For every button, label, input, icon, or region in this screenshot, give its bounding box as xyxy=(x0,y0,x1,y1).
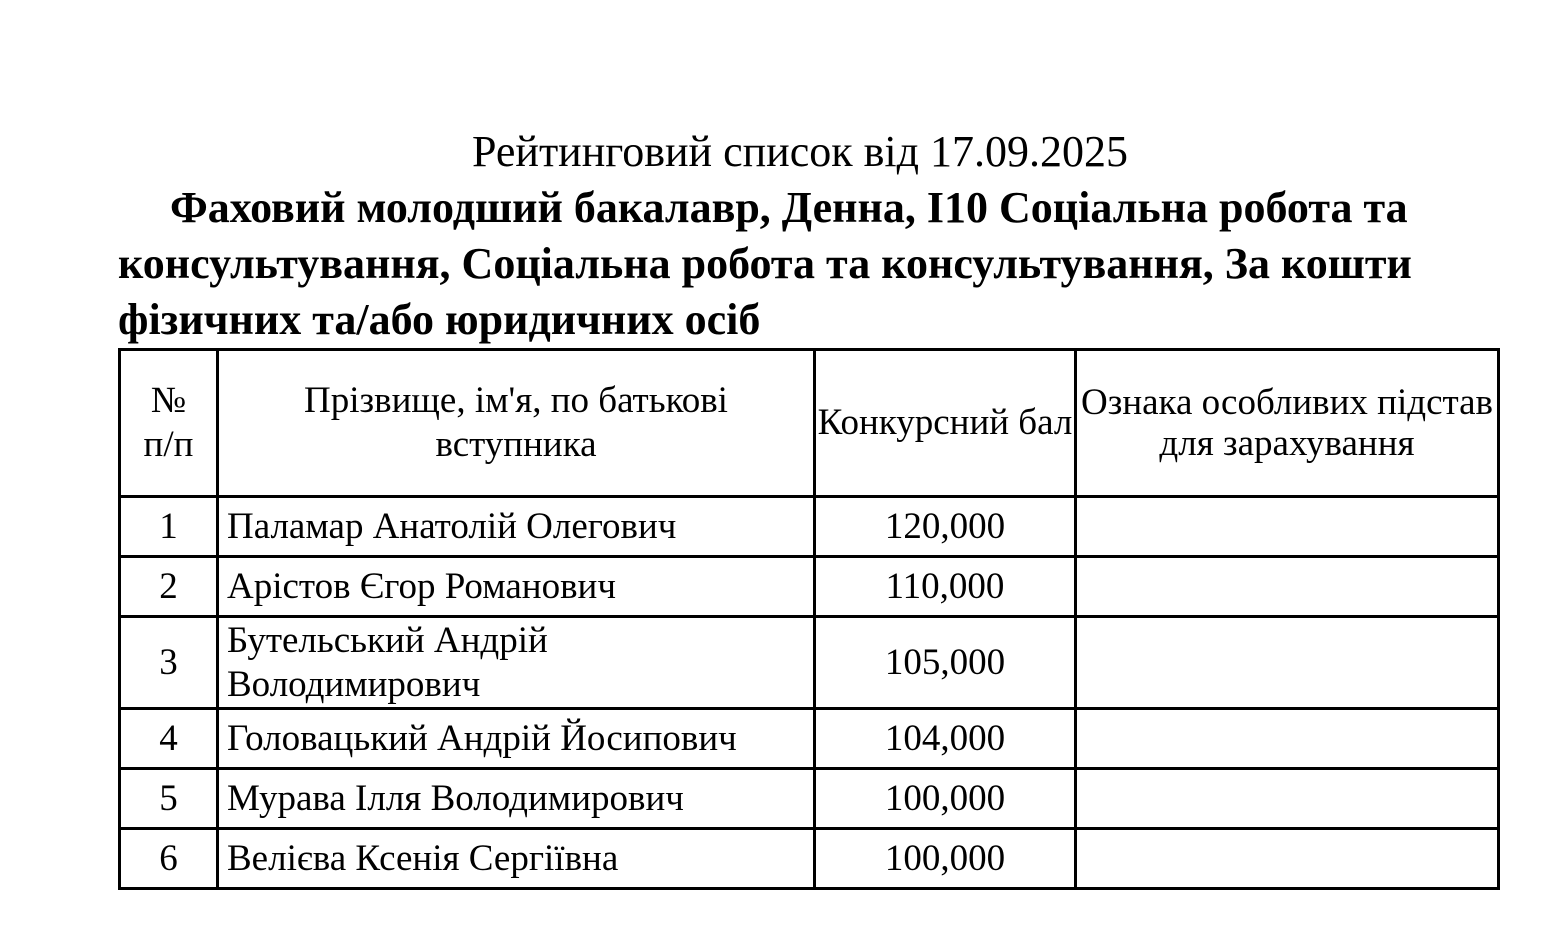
table-header-row xyxy=(120,350,1499,497)
row-score: 105,000 xyxy=(815,617,1076,709)
row-full-name-text: Мурава Ілля Володимирович xyxy=(227,777,684,819)
header-special-grounds: Ознака особливих підстав для зарахування xyxy=(1076,350,1499,497)
header-full-name: Прізвище, ім'я, по батькові вступника xyxy=(218,350,815,497)
row-special-grounds xyxy=(1076,497,1499,557)
row-number: 3 xyxy=(120,617,218,709)
header-number-symbol: № xyxy=(150,380,187,421)
document-title: Рейтинговий список від 17.09.2025 xyxy=(471,127,1129,176)
table-row xyxy=(120,769,1499,829)
row-number: 2 xyxy=(120,557,218,617)
row-full-name xyxy=(218,617,815,709)
row-number: 6 xyxy=(120,829,218,889)
row-number: 4 xyxy=(120,709,218,769)
row-full-name xyxy=(218,769,815,829)
row-full-name xyxy=(218,709,815,769)
row-score: 104,000 xyxy=(815,709,1076,769)
document-subtitle: Фаховий молодший бакалавр, Денна, I10 Соціальна робота та консультування, Соціальна робота та консультування, За кошти фізичних та/або юридичних осіб xyxy=(118,183,1412,344)
row-full-name-text: Головацький Андрій Йосипович xyxy=(227,717,737,759)
row-number: 5 xyxy=(120,769,218,829)
row-score: 100,000 xyxy=(815,769,1076,829)
row-special-grounds xyxy=(1076,709,1499,769)
table-row xyxy=(120,829,1499,889)
row-score: 120,000 xyxy=(815,497,1076,557)
header-score: Конкурсний бал xyxy=(815,350,1076,497)
table-row xyxy=(120,709,1499,769)
row-full-name-text: Паламар Анатолій Олегович xyxy=(227,505,677,547)
table-row xyxy=(120,557,1499,617)
row-full-name xyxy=(218,557,815,617)
header-number xyxy=(120,350,218,497)
row-special-grounds xyxy=(1076,557,1499,617)
row-special-grounds xyxy=(1076,769,1499,829)
row-score: 100,000 xyxy=(815,829,1076,889)
header-number-abbr: п/п xyxy=(143,424,194,465)
row-full-name xyxy=(218,497,815,557)
row-special-grounds xyxy=(1076,617,1499,709)
row-score: 110,000 xyxy=(815,557,1076,617)
row-number: 1 xyxy=(120,497,218,557)
row-full-name-text: Велієва Ксенія Сергіївна xyxy=(227,837,619,879)
row-special-grounds xyxy=(1076,829,1499,889)
row-full-name-text: Бутельський Андрій Володимирович xyxy=(227,619,548,705)
table-row xyxy=(120,617,1499,709)
row-full-name-text: Арістов Єгор Романович xyxy=(227,565,616,607)
rating-table xyxy=(118,348,1500,890)
row-full-name xyxy=(218,829,815,889)
table-row xyxy=(120,497,1499,557)
